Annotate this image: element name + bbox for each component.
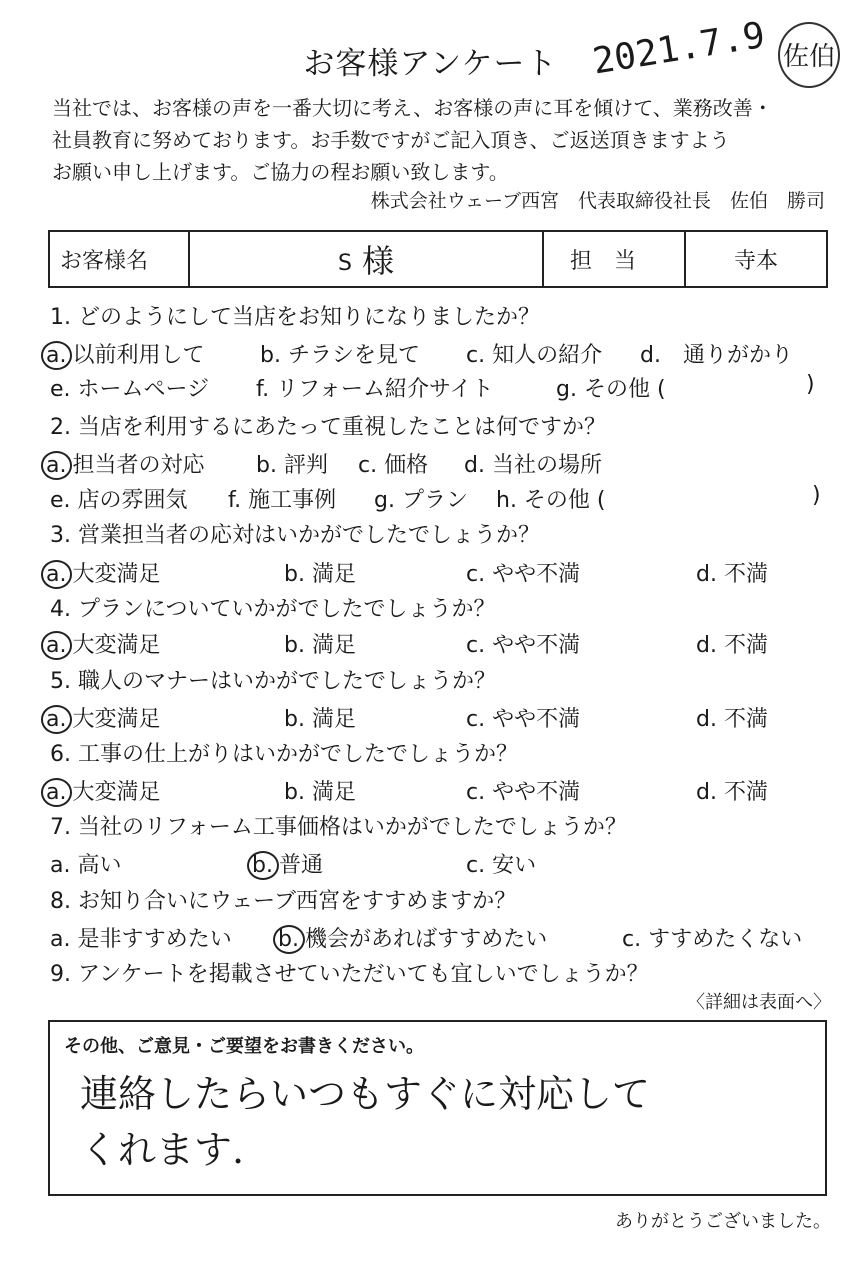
q1-option-g[interactable]: g. その他 ( bbox=[556, 377, 666, 402]
q2-option-d[interactable]: d. 当社の場所 bbox=[464, 453, 602, 478]
q8-option-c[interactable]: c. すすめたくない bbox=[622, 927, 803, 952]
intro-line-2: 社員教育に努めております。お手数ですがご記入頂き、ご返送頂きますよう bbox=[52, 128, 730, 152]
staff-label: 担当 bbox=[543, 231, 685, 287]
handwritten-date: 2021.7.9 bbox=[590, 14, 768, 83]
q6-option-c[interactable]: c. やや不満 bbox=[466, 780, 581, 805]
q8-option-a[interactable]: a. 是非すすめたい bbox=[50, 927, 232, 952]
q4-option-d[interactable]: d. 不満 bbox=[696, 633, 768, 658]
customer-header-table bbox=[48, 230, 828, 288]
q2-option-b[interactable]: b. 評判 bbox=[256, 453, 328, 478]
question-6: 6. 工事の仕上がりはいかがでしたでしょうか？ bbox=[50, 742, 518, 767]
q2-option-f[interactable]: f. 施工事例 bbox=[228, 488, 337, 513]
q5-option-d[interactable]: d. 不満 bbox=[696, 707, 768, 732]
q1-option-e[interactable]: e. ホームページ bbox=[50, 377, 210, 402]
question-1: 1. どのようにして当店をお知りになりましたか？ bbox=[50, 305, 540, 330]
q3-option-b[interactable]: b. 満足 bbox=[284, 562, 356, 587]
question-8: 8. お知り合いにウェーブ西宮をすすめますか？ bbox=[50, 889, 517, 914]
q1-option-c[interactable]: c. 知人の紹介 bbox=[466, 343, 603, 368]
q6-option-d[interactable]: d. 不満 bbox=[696, 780, 768, 805]
survey-title: お客様アンケート bbox=[303, 46, 558, 82]
q3-option-d[interactable]: d. 不満 bbox=[696, 562, 768, 587]
comment-box[interactable] bbox=[48, 1020, 827, 1196]
q4-circle-a: a. bbox=[41, 631, 72, 660]
handwritten-comment bbox=[80, 1066, 800, 1178]
q5-option-c[interactable]: c. やや不満 bbox=[466, 707, 581, 732]
q7-option-a[interactable]: a. 高い bbox=[50, 853, 122, 878]
q8-option-b[interactable]: b. 機会があればすすめたい bbox=[278, 922, 547, 953]
q6-circle-a: a. bbox=[41, 778, 72, 807]
customer-name-value bbox=[189, 231, 543, 287]
comment-line-2: くれます. bbox=[80, 1128, 245, 1172]
staff-value: 寺本 bbox=[685, 231, 827, 287]
q2-option-c[interactable]: c. 価格 bbox=[358, 453, 429, 478]
question-2: 2. 当店を利用するにあたって重視したことは何ですか？ bbox=[50, 415, 606, 440]
q3-option-a[interactable]: a. 大変満足 bbox=[46, 557, 161, 588]
comment-line-1: 連絡したらいつもすぐに対応して bbox=[80, 1072, 651, 1116]
q1-circle-a: a. bbox=[41, 341, 72, 370]
q2-option-e[interactable]: e. 店の雰囲気 bbox=[50, 488, 188, 513]
customer-name-label: お客様名 bbox=[49, 231, 189, 287]
question-5: 5. 職人のマナーはいかがでしたでしょうか？ bbox=[50, 669, 496, 694]
q6-option-a[interactable]: a. 大変満足 bbox=[46, 775, 161, 806]
q8-circle-b: b. bbox=[273, 925, 305, 954]
q2-option-a[interactable]: a. 担当者の対応 bbox=[46, 448, 205, 479]
q4-option-b[interactable]: b. 満足 bbox=[284, 633, 356, 658]
q1-option-d[interactable]: d. 通りがかり bbox=[640, 343, 793, 368]
q5-circle-a: a. bbox=[41, 705, 72, 734]
q7-option-b[interactable]: b. 普通 bbox=[252, 848, 323, 879]
question-3: 3. 営業担当者の応対はいかがでしたでしょうか？ bbox=[50, 523, 540, 548]
q1-paren-close: ) bbox=[806, 372, 815, 397]
q2-circle-a: a. bbox=[41, 451, 72, 480]
q2-option-g[interactable]: g. プラン bbox=[374, 488, 468, 513]
seal-stamp: 佐伯 bbox=[778, 22, 840, 88]
q3-circle-a: a. bbox=[41, 560, 72, 589]
customer-suffix: 様 bbox=[361, 242, 394, 280]
question-4: 4. プランについていかがでしたでしょうか？ bbox=[50, 597, 496, 622]
question-9: 9. アンケートを掲載させていただいても宜しいでしょうか？ bbox=[50, 962, 649, 987]
q2-option-h[interactable]: h. その他 ( bbox=[496, 488, 606, 513]
thanks-text: ありがとうございました。 bbox=[615, 1211, 831, 1232]
q5-option-a[interactable]: a. 大変満足 bbox=[46, 702, 161, 733]
q6-option-b[interactable]: b. 満足 bbox=[284, 780, 356, 805]
q7-option-c[interactable]: c. 安い bbox=[466, 853, 537, 878]
q1-option-f[interactable]: f. リフォーム紹介サイト bbox=[256, 377, 494, 402]
intro-line-3: お願い申し上げます。ご協力の程お願い致します。 bbox=[52, 160, 509, 184]
question-7: 7. 当社のリフォーム工事価格はいかがでしたでしょうか？ bbox=[50, 815, 627, 840]
q2-paren-close: ) bbox=[812, 483, 821, 508]
company-signature: 株式会社ウェーブ西宮 代表取締役社長 佐伯 勝司 bbox=[370, 190, 825, 212]
q4-option-a[interactable]: a. 大変満足 bbox=[46, 628, 161, 659]
intro-line-1: 当社では、お客様の声を一番大切に考え、お客様の声に耳を傾けて、業務改善・ bbox=[52, 96, 773, 120]
detail-note: 〈詳細は表面へ〉 bbox=[687, 992, 831, 1013]
q1-option-a[interactable]: a. 以前利用して bbox=[46, 338, 205, 369]
comment-label: その他、ご意見・ご要望をお書きください。 bbox=[64, 1036, 424, 1057]
q4-option-c[interactable]: c. やや不満 bbox=[466, 633, 581, 658]
q3-option-c[interactable]: c. やや不満 bbox=[466, 562, 581, 587]
q7-circle-b: b. bbox=[247, 851, 279, 880]
customer-initial: S bbox=[338, 251, 352, 276]
q5-option-b[interactable]: b. 満足 bbox=[284, 707, 356, 732]
q1-option-b[interactable]: b. チラシを見て bbox=[260, 343, 420, 368]
